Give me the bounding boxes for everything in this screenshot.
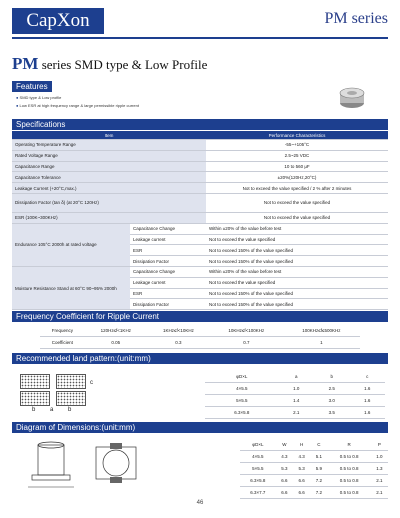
dim-label-b: b bbox=[32, 407, 36, 413]
table-row: 6.3×5.8 6.6 6.6 7.2 0.5 to 0.8 2.1 bbox=[240, 475, 388, 487]
table-row: Operating Temperature Range -55~+105°C bbox=[12, 140, 388, 151]
land-pad bbox=[20, 391, 50, 406]
table-row: Dissipation Factor Not to exceed 150% of the value specified bbox=[12, 256, 388, 267]
dim-label-c: c bbox=[90, 380, 93, 386]
header-rule bbox=[12, 37, 388, 39]
table-row: Capacitance Tolerance ±20%(120Hz,20°C) bbox=[12, 172, 388, 183]
table-header bbox=[12, 131, 388, 140]
dimensions-heading: Diagram of Dimensions:(unit:mm) bbox=[12, 422, 388, 433]
table-row: Dissipation Factor (tan δ) (at 20°C 120Hz) Not to exceed the value specified bbox=[12, 193, 388, 212]
feature-item: ● SMD type & Low profile bbox=[16, 94, 139, 102]
page-title bbox=[12, 54, 207, 74]
dim-label-a: a bbox=[50, 407, 54, 413]
table-row: Moisture Resistance Stand at 60°C 90~95% 2000h Capacitance Change Within ±20% of the value before test bbox=[12, 266, 388, 277]
table-row: Leakage current Not to exceed the value specified bbox=[12, 277, 388, 288]
table-row: 6.3×7.7 6.6 6.6 7.2 0.5 to 0.8 2.1 bbox=[240, 487, 388, 499]
series-code: PM bbox=[12, 54, 39, 73]
table-row: Leakage current Not to exceed the value specified bbox=[12, 234, 388, 245]
table-row: 5×5.5 1.4 3.0 1.6 bbox=[205, 395, 385, 407]
series-title: series SMD type & Low Profile bbox=[41, 57, 208, 72]
table-row: Coefficient 0.05 0.3 0.7 1 bbox=[40, 337, 360, 349]
dimension-drawing bbox=[18, 437, 158, 493]
table-row: Frequency 120Hz≤f<1KHz 1KHz≤f<10KHz 10KHz≤f<100KHz 100KHz≤f≤500KHz bbox=[40, 325, 360, 337]
table-row: Leakage Current (+20°C,max.) Not to exceed the value specified / 2 % after 2 minutes bbox=[12, 183, 388, 194]
capacitor-image bbox=[337, 87, 367, 109]
table-row: 6.3×5.8 2.1 3.5 1.6 bbox=[205, 407, 385, 419]
features-heading: Features bbox=[12, 81, 52, 92]
table-row: 4×5.5 4.3 4.3 5.1 0.5 to 0.8 1.0 bbox=[240, 451, 388, 463]
table-row: ESR Not to exceed 150% of the value specified bbox=[12, 245, 388, 256]
spec-table bbox=[12, 131, 388, 310]
table-row: Endurance 105°C 2000h at rated voltage Capacitance Change Within ±20% of the value before test bbox=[12, 223, 388, 234]
land-pad bbox=[56, 374, 86, 389]
land-pad bbox=[56, 391, 86, 406]
features-list bbox=[16, 94, 139, 110]
frequency-heading: Frequency Coefficient for Ripple Current bbox=[12, 311, 388, 322]
frequency-table bbox=[40, 325, 360, 349]
table-row: φD×L a b c bbox=[205, 371, 385, 383]
land-pad bbox=[20, 374, 50, 389]
specifications-heading: Specifications bbox=[12, 119, 388, 130]
brand-logo: CapXon bbox=[12, 8, 104, 34]
table-row: ESR (100K~300KHz) Not to exceed the value specified bbox=[12, 212, 388, 223]
table-row: 4×5.5 1.0 2.5 1.6 bbox=[205, 383, 385, 395]
land-pattern-heading: Recommended land pattern:(unit:mm) bbox=[12, 353, 388, 364]
dimensions-table bbox=[240, 439, 388, 499]
header-cell: Item bbox=[12, 131, 206, 140]
header-cell: Performance Characteristics bbox=[206, 131, 388, 140]
table-row: Dissipation Factor Not to exceed 150% of the value specified bbox=[12, 299, 388, 310]
series-tag: PM series bbox=[324, 10, 388, 27]
table-row: Rated Voltage Range 2.5~25 VDC bbox=[12, 150, 388, 161]
page-number: 46 bbox=[196, 500, 204, 506]
table-row: φD×L W H C R P bbox=[240, 439, 388, 451]
dim-label-b: b bbox=[68, 407, 72, 413]
table-row: 5×5.5 5.3 5.3 5.9 0.5 to 0.8 1.3 bbox=[240, 463, 388, 475]
feature-item: ● Low ESR at high frequency range & large permissible ripple current bbox=[16, 102, 139, 110]
table-row: Capacitance Range 10 to 560 μF bbox=[12, 161, 388, 172]
table-row: ESR Not to exceed 150% of the value specified bbox=[12, 288, 388, 299]
